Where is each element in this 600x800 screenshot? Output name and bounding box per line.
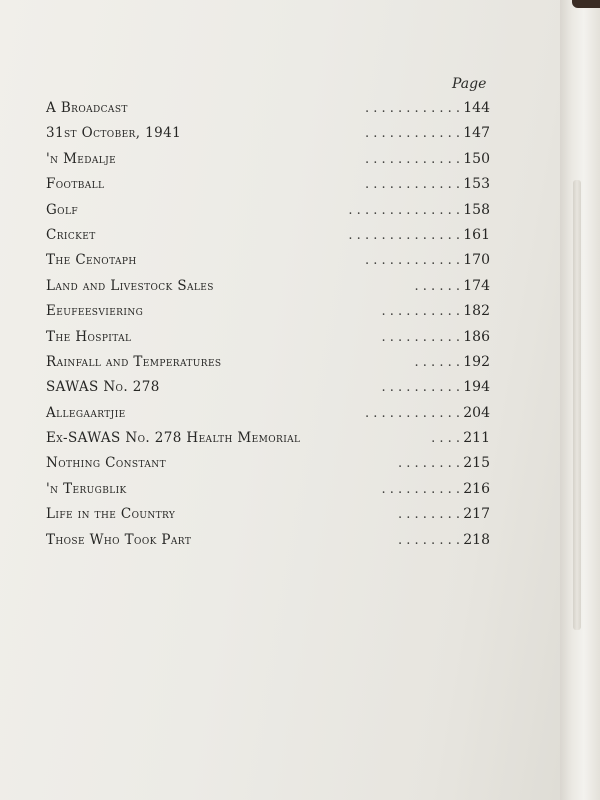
- toc-title: Eeufeesviering: [46, 303, 144, 320]
- toc-entry: [46, 274, 490, 299]
- toc-page-number: 186: [463, 328, 490, 345]
- toc-title: SAWAS No. 278: [46, 379, 160, 396]
- toc-entry: [46, 426, 490, 451]
- leader-dots: . . . . . .: [414, 354, 460, 370]
- table-of-contents: [46, 96, 490, 553]
- toc-page-number: 153: [463, 176, 490, 193]
- toc-page-number: 215: [463, 455, 490, 472]
- toc-entry: [46, 451, 490, 476]
- toc-page-number: 194: [463, 379, 490, 396]
- toc-title: 'n Medalje: [46, 150, 117, 167]
- toc-entry: [46, 96, 490, 121]
- toc-title: Cricket: [46, 226, 96, 243]
- toc-entry: [46, 528, 490, 553]
- leader-dots: . . . . . . . . . . . .: [364, 405, 460, 421]
- toc-title: Nothing Constant: [46, 455, 166, 472]
- toc-page-number: 217: [463, 506, 490, 523]
- toc-page-number: 218: [463, 531, 490, 548]
- leader-dots: . . . . . . . .: [398, 507, 460, 523]
- toc-entry: [46, 172, 490, 197]
- leader-dots: . . . .: [431, 431, 460, 447]
- leader-dots: . . . . . . . . . .: [381, 304, 460, 320]
- leader-dots: . . . . . . . . . . . .: [364, 151, 460, 167]
- leader-dots: . . . . . . . . . . . .: [364, 101, 460, 116]
- toc-title: 31st October, 1941: [46, 125, 182, 142]
- toc-page-number: 174: [463, 277, 490, 294]
- toc-entry: [46, 477, 490, 502]
- leader-dots: . . . . . . . . . .: [381, 329, 460, 345]
- leader-dots: . . . . . . . .: [398, 456, 460, 472]
- toc-page-number: 147: [463, 125, 490, 142]
- leader-dots: . . . . . . . . . . . .: [364, 177, 460, 193]
- toc-entry: [46, 401, 490, 426]
- book-cover-corner: [572, 0, 600, 8]
- binding-crease: [573, 180, 581, 630]
- toc-page-number: 182: [463, 303, 490, 320]
- toc-entry: [46, 350, 490, 375]
- toc-title: Land and Livestock Sales: [46, 277, 214, 294]
- toc-page-number: 158: [463, 201, 490, 218]
- leader-dots: . . . . . . . . . .: [381, 380, 460, 396]
- toc-page-number: 144: [463, 100, 490, 116]
- toc-title: The Cenotaph: [46, 252, 137, 269]
- toc-title: The Hospital: [46, 328, 132, 345]
- leader-dots: . . . . . . . . . . . . . .: [348, 227, 460, 243]
- toc-page-number: 150: [463, 150, 490, 167]
- toc-page-number: 192: [463, 353, 490, 370]
- toc-title: Rainfall and Temperatures: [46, 353, 222, 370]
- toc-entry: [46, 325, 490, 350]
- toc-page-number: 211: [463, 430, 490, 447]
- toc-page-number: 161: [463, 226, 490, 243]
- leader-dots: . . . . . .: [414, 278, 460, 294]
- toc-page-number: 170: [463, 252, 490, 269]
- toc-entry: [46, 502, 490, 527]
- leader-dots: . . . . . . . . . . . . . .: [348, 202, 460, 218]
- leader-dots: . . . . . . . . . . . .: [364, 126, 460, 142]
- toc-title: Those Who Took Part: [46, 531, 192, 548]
- toc-entry: [46, 147, 490, 172]
- toc-entry: [46, 223, 490, 248]
- leader-dots: . . . . . . . . . .: [381, 481, 460, 497]
- toc-entry: [46, 198, 490, 223]
- toc-entry: [46, 299, 490, 324]
- page-column-label: Page: [452, 76, 487, 92]
- toc-entry: [46, 248, 490, 273]
- toc-title: Life in the Country: [46, 506, 176, 523]
- toc-entry: [46, 375, 490, 400]
- toc-title: A Broadcast: [46, 100, 128, 116]
- toc-page-number: 204: [463, 404, 490, 421]
- toc-title: Allegaartjie: [46, 404, 126, 421]
- leader-dots: . . . . . . . . . . . .: [364, 253, 460, 269]
- toc-entry: [46, 121, 490, 146]
- toc-title: 'n Terugblik: [46, 480, 127, 497]
- toc-page-number: 216: [463, 480, 490, 497]
- toc-title: Golf: [46, 201, 78, 218]
- toc-title: Ex-SAWAS No. 278 Health Memorial: [46, 430, 301, 447]
- toc-title: Football: [46, 176, 105, 193]
- leader-dots: . . . . . . . .: [398, 532, 460, 548]
